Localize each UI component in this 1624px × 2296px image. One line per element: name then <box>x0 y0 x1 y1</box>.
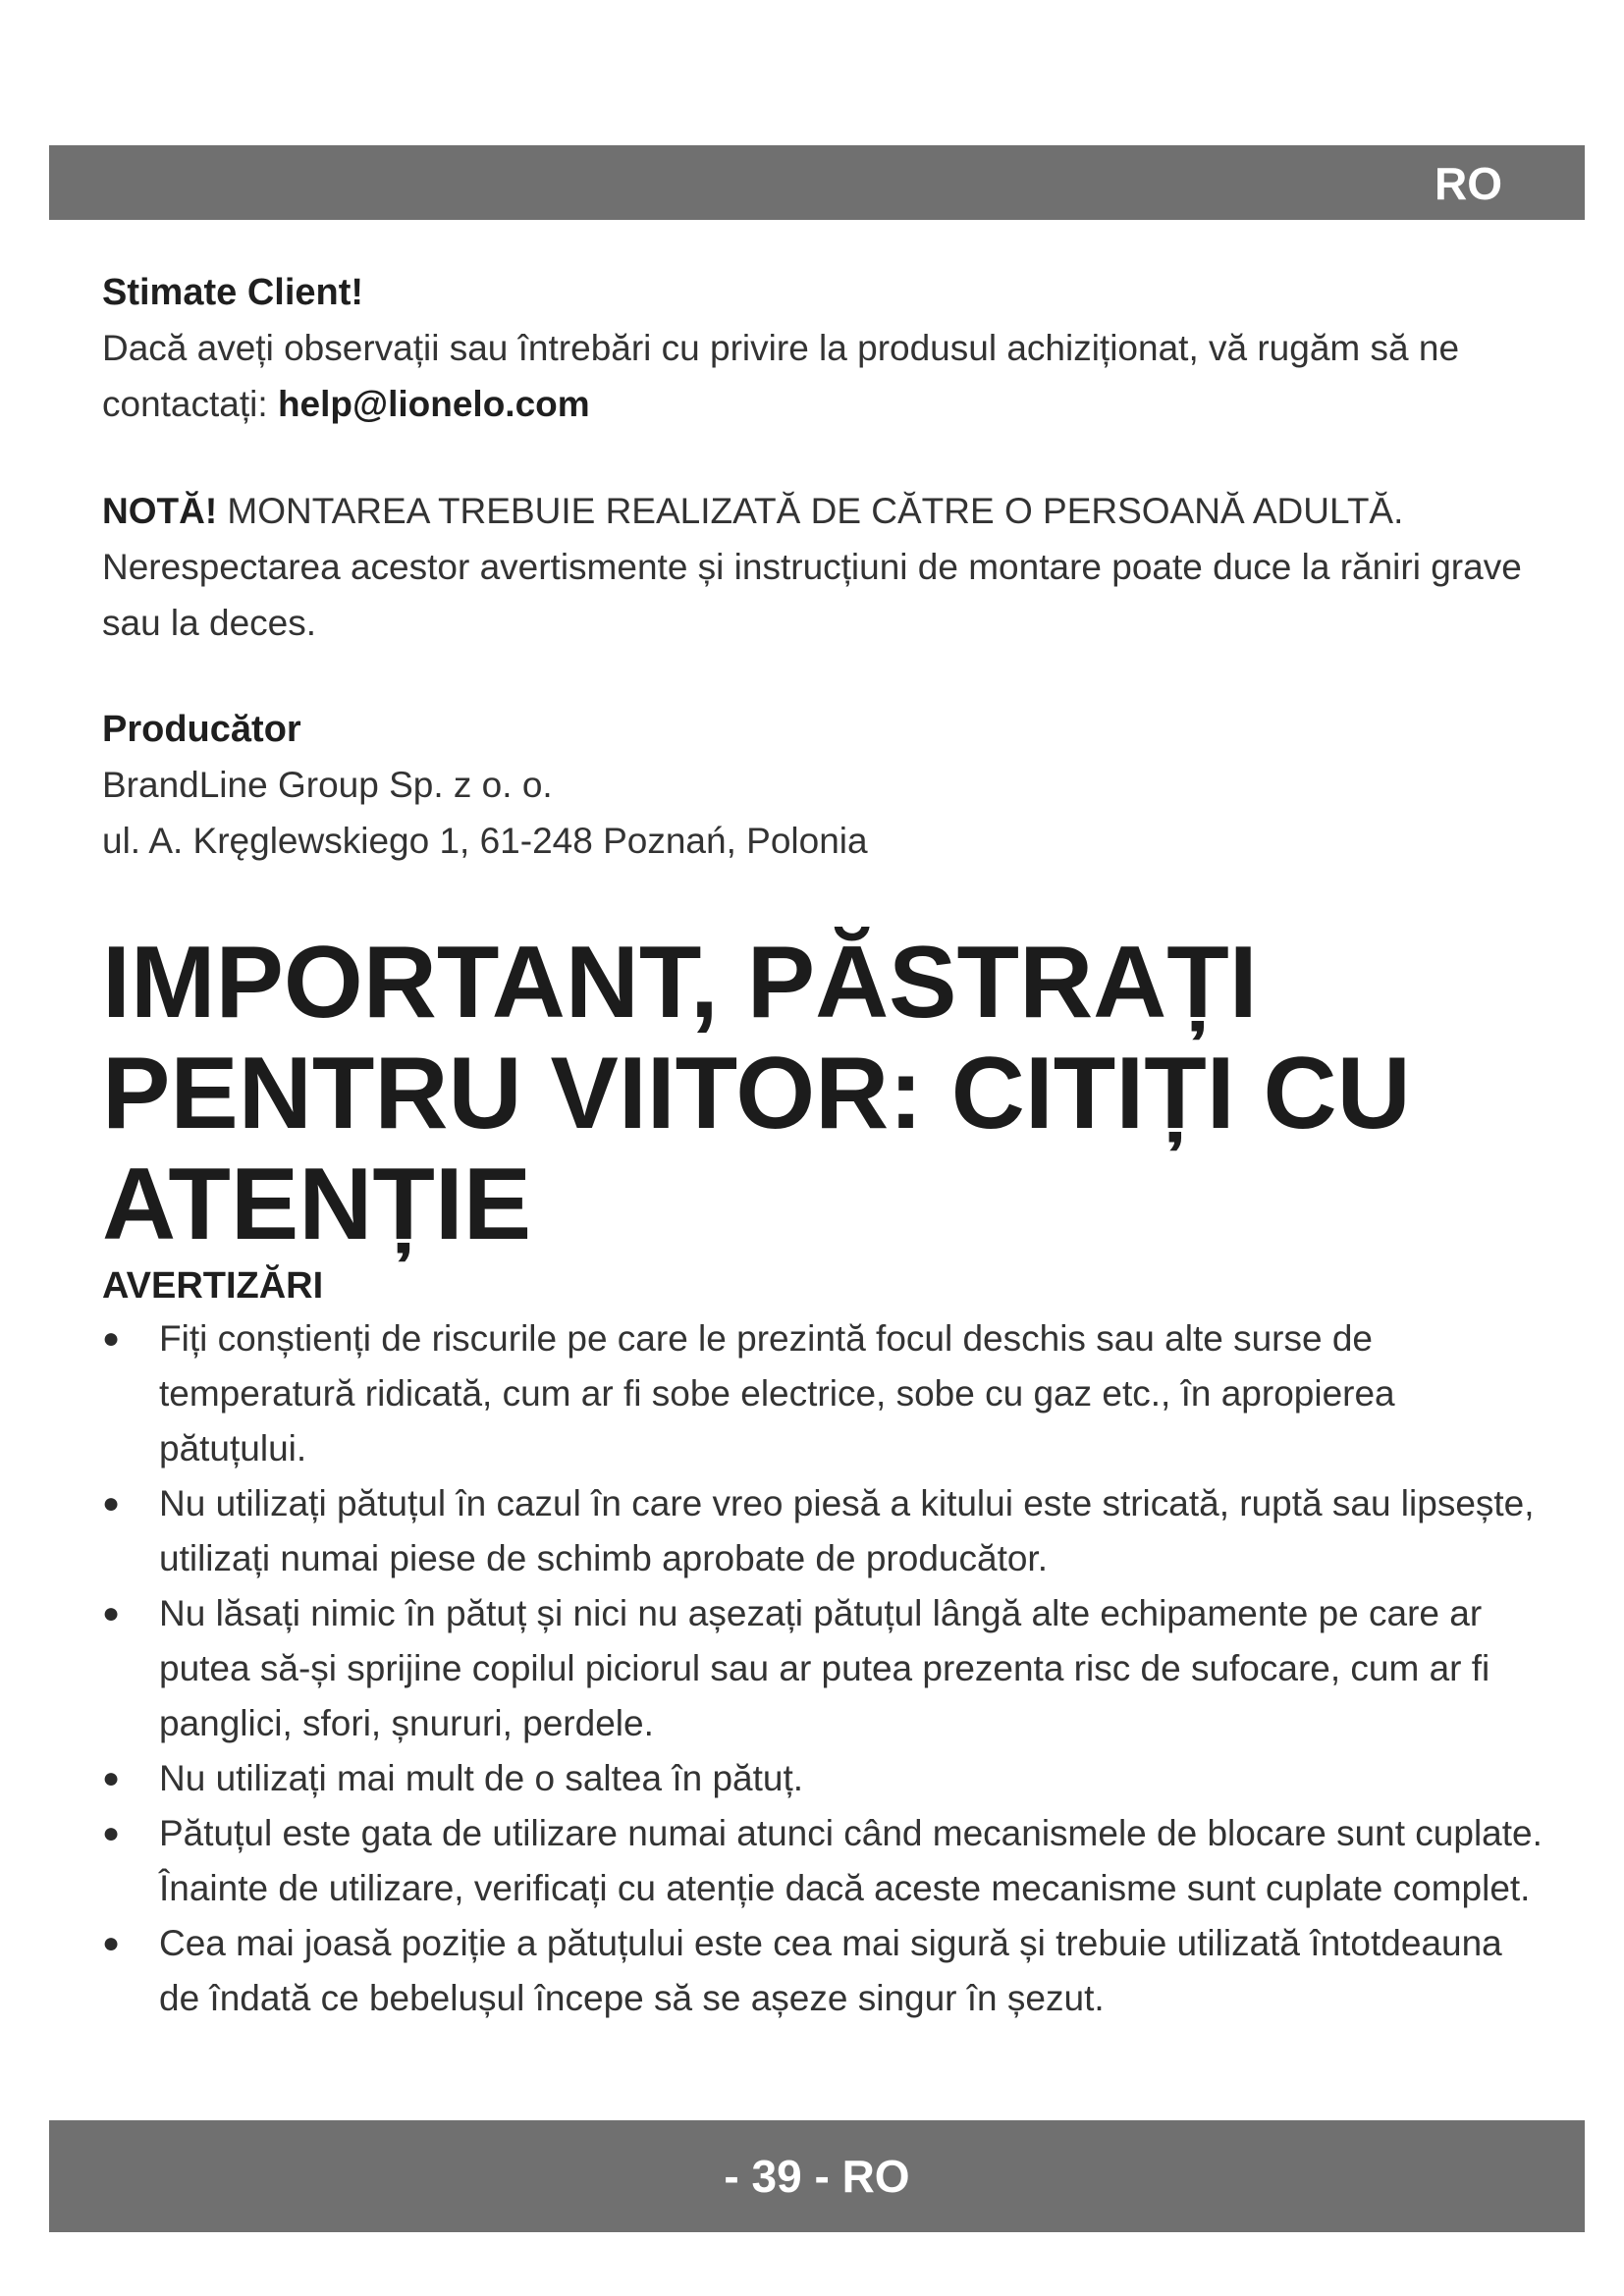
note-text: MONTAREA TREBUIE REALIZATĂ DE CĂTRE O PERSOANĂ ADULTĂ. Nerespectarea acestor avertismente și instrucțiuni de montare poate duce la răniri grave sau la deces. <box>102 491 1522 643</box>
bullet-icon: ● <box>102 1762 121 1794</box>
manufacturer-section <box>102 702 1545 869</box>
greeting: Stimate Client! <box>102 272 364 313</box>
bullet-icon: ● <box>102 1487 121 1520</box>
warning-item <box>102 1751 1545 1806</box>
page-number: - 39 - RO <box>724 2151 910 2202</box>
contact-text: Dacă aveți observații sau întrebări cu privire la produsul achiziționat, vă rugăm să ne contactați: <box>102 328 1460 424</box>
manufacturer-heading: Producător <box>102 709 301 750</box>
warning-item <box>102 1586 1545 1751</box>
main-title: IMPORTANT, PĂSTRAȚI PENTRU VIITOR: CITIȚI CU ATENȚIE <box>102 926 1411 1261</box>
bullet-icon: ● <box>102 1817 121 1849</box>
warning-item <box>102 1311 1545 1476</box>
warning-text: Nu utilizați pătuțul în cazul în care vreo piesă a kitului este stricată, ruptă sau lipsește, utilizați numai piese de schimb aprobate de producător. <box>159 1483 1535 1578</box>
warning-text: Pătuțul este gata de utilizare numai atunci când mecanismele de blocare sunt cuplate. Înainte de utilizare, verificați cu atenție dacă aceste mecanisme sunt cuplate complet. <box>159 1813 1543 1908</box>
contact-paragraph <box>102 320 1545 432</box>
warnings-list <box>102 1311 1545 2026</box>
manufacturer-line-1: BrandLine Group Sp. z o. o. <box>102 765 553 805</box>
note-label: NOTĂ! <box>102 491 218 531</box>
contact-email-link[interactable]: help@lionelo.com <box>277 384 590 424</box>
bullet-icon: ● <box>102 1322 121 1355</box>
bullet-icon: ● <box>102 1927 121 1959</box>
warnings-heading: AVERTIZĂRI <box>102 1265 324 1307</box>
page-content <box>102 265 1545 2026</box>
contact-section <box>102 265 1545 432</box>
warning-text: Cea mai joasă poziție a pătuțului este cea mai sigură și trebuie utilizată întotdeauna de îndată ce bebelușul începe să se așeze singur în șezut. <box>159 1923 1502 2018</box>
bullet-icon: ● <box>102 1597 121 1629</box>
warning-item <box>102 1476 1545 1586</box>
note-section <box>102 483 1545 651</box>
warning-text: Nu utilizați mai mult de o saltea în pătuț. <box>159 1758 804 1798</box>
language-label: RO <box>1435 158 1502 209</box>
note-paragraph <box>102 483 1545 651</box>
header-bar <box>49 145 1585 220</box>
manufacturer-line-2: ul. A. Kręglewskiego 1, 61-248 Poznań, Polonia <box>102 821 868 861</box>
warnings-section <box>102 1260 1545 2026</box>
warning-item <box>102 1806 1545 1916</box>
footer-bar <box>49 2120 1585 2232</box>
warning-text: Fiți conștienți de riscurile pe care le prezintă focul deschis sau alte surse de temperatură ridicată, cum ar fi sobe electrice, sobe cu gaz etc., în apropierea pătuțului. <box>159 1318 1395 1468</box>
warning-item <box>102 1916 1545 2026</box>
warning-text: Nu lăsați nimic în pătuț și nici nu așezați pătuțul lângă alte echipamente pe care ar putea să-și sprijine copilul piciorul sau ar putea prezenta risc de sufocare, cum ar fi panglici, sfori, șnururi, perdele. <box>159 1593 1490 1743</box>
